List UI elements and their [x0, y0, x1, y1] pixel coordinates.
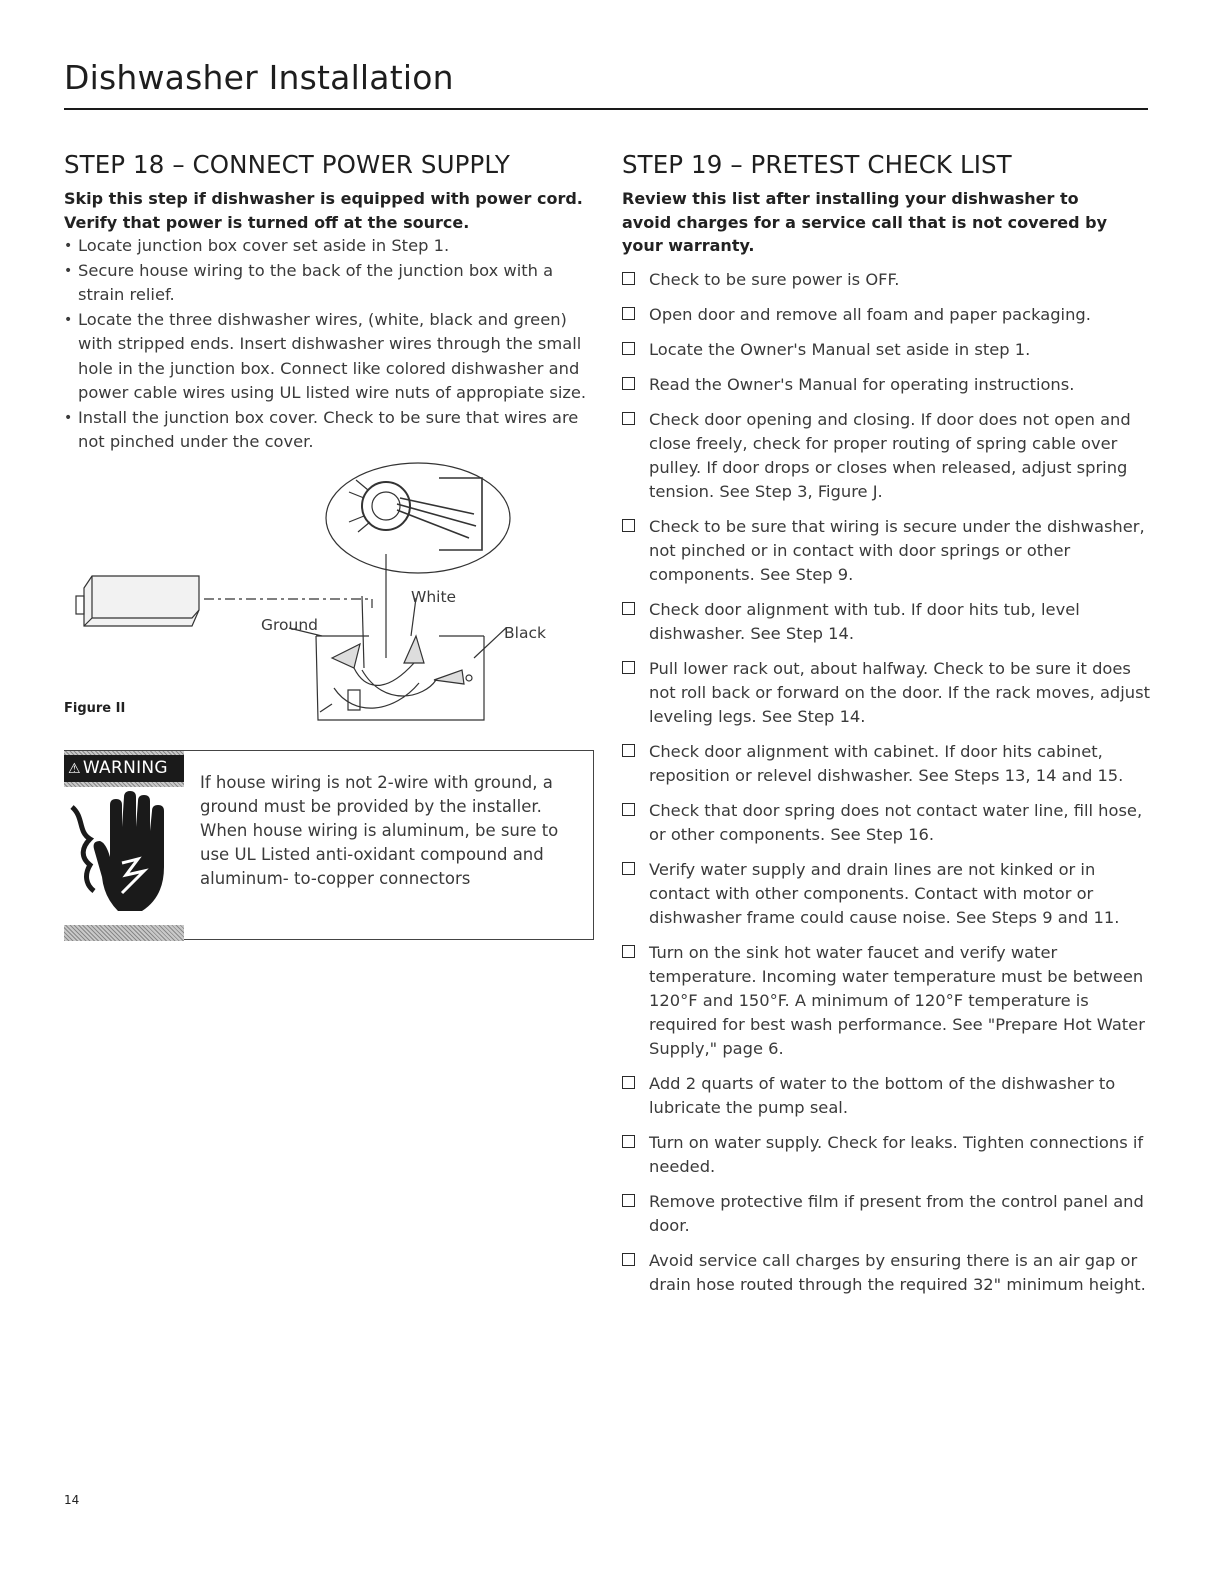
check-item-text: Add 2 quarts of water to the bottom of the dishwasher to lubricate the pump seal.	[649, 1073, 1116, 1117]
step-18-heading: STEP 18 – CONNECT POWER SUPPLY	[64, 150, 510, 179]
checkbox-icon[interactable]	[622, 272, 635, 285]
shock-hand-illustration	[64, 787, 184, 925]
bullet-text: Secure house wiring to the back of the junction box with a strain relief.	[78, 260, 554, 304]
step-18-intro-line: Skip this step if dishwasher is equipped with power cord.	[64, 189, 583, 208]
check-item-text: Check door alignment with tub. If door hits tub, level dishwasher. See Step 14.	[649, 599, 1080, 643]
bullet-dot-icon: •	[64, 409, 73, 426]
warning-label	[64, 755, 184, 782]
step-19-heading: STEP 19 – PRETEST CHECK LIST	[622, 150, 1012, 179]
check-item-text: Remove protective film if present from the control panel and door.	[649, 1191, 1144, 1235]
step-19-intro	[622, 187, 1152, 258]
check-list-item	[622, 1190, 1152, 1238]
warning-box	[64, 750, 594, 940]
bullet-item	[64, 308, 589, 406]
page-number: 14	[64, 1493, 80, 1507]
bullet-text: Install the junction box cover. Check to be sure that wires are not pinched under the cover.	[78, 407, 579, 451]
bullet-dot-icon: •	[64, 311, 73, 328]
page-title: Dishwasher Installation	[64, 58, 454, 97]
checkbox-icon[interactable]	[622, 307, 635, 320]
check-list-item	[622, 408, 1152, 504]
check-list-item	[622, 338, 1152, 362]
check-item-text: Pull lower rack out, about halfway. Check to be sure it does not roll back or forward on the door. If the rack moves, adjust leveling legs. See Step 14.	[649, 658, 1150, 726]
checkbox-icon[interactable]	[622, 803, 635, 816]
label-black: Black	[504, 624, 546, 642]
checkbox-icon[interactable]	[622, 945, 635, 958]
bullet-item	[64, 234, 589, 259]
label-ground: Ground	[261, 616, 319, 634]
pretest-check-list	[622, 268, 1152, 1297]
check-item-text: Check door alignment with cabinet. If door hits cabinet, reposition or relevel dishwasher. See Steps 13, 14 and 15.	[649, 741, 1124, 785]
check-list-item	[622, 1249, 1152, 1297]
checkbox-icon[interactable]	[622, 377, 635, 390]
check-list-item	[622, 515, 1152, 587]
step-18-section	[64, 150, 589, 455]
step-19-intro-line: Review this list after installing your dishwasher to	[622, 189, 1079, 208]
electrical-shock-hand-icon	[64, 787, 184, 925]
check-list-item	[622, 1131, 1152, 1179]
check-item-text: Turn on water supply. Check for leaks. Tighten connections if needed.	[649, 1132, 1144, 1176]
checkbox-icon[interactable]	[622, 342, 635, 355]
label-white: White	[411, 588, 457, 606]
bullet-dot-icon: •	[64, 238, 73, 254]
checkbox-icon[interactable]	[622, 1253, 635, 1266]
checkbox-icon[interactable]	[622, 519, 635, 532]
check-item-text: Locate the Owner's Manual set aside in step 1.	[649, 339, 1031, 359]
warning-badge	[64, 751, 184, 941]
check-item-text: Turn on the sink hot water faucet and verify water temperature. Incoming water temperature must be between 120°F and 150°F. A minimum of 120°F temperature is required for best wash performance. See "Prepare Hot Water Supply," page 6.	[649, 942, 1145, 1058]
check-list-item	[622, 799, 1152, 847]
check-list-item	[622, 303, 1152, 327]
checkbox-icon[interactable]	[622, 862, 635, 875]
check-item-text: Check to be sure power is OFF.	[649, 269, 900, 289]
step-18-intro-line: Verify that power is turned off at the source.	[64, 212, 470, 232]
checkbox-icon[interactable]	[622, 1194, 635, 1207]
bullet-text: Locate the three dishwasher wires, (white, black and green) with stripped ends. Insert dishwasher wires through the small hole in the junction box. Connect like colored dishwasher and power cable wires using UL listed wire nuts of appropiate size.	[78, 309, 587, 402]
step-19-section	[622, 150, 1152, 1308]
check-list-item	[622, 740, 1152, 788]
check-list-item	[622, 598, 1152, 646]
check-item-text: Read the Owner's Manual for operating instructions.	[649, 374, 1075, 394]
step-18-bullet-list	[64, 234, 589, 455]
check-list-item	[622, 1072, 1152, 1120]
warning-triangle-icon: ⚠	[68, 761, 81, 777]
checkbox-icon[interactable]	[622, 602, 635, 615]
step-19-intro-line: avoid charges for a service call that is not covered by your warranty.	[622, 212, 1108, 255]
check-list-item	[622, 858, 1152, 930]
check-item-text: Check door opening and closing. If door does not open and close freely, check for proper routing of spring cable over pulley. If door drops or closes when released, adjust spring tension. See Step 3, Figure J.	[649, 409, 1131, 501]
junction-box-wiring-illustration	[64, 458, 584, 733]
check-list-item	[622, 268, 1152, 292]
title-divider	[64, 108, 1148, 110]
check-list-item	[622, 657, 1152, 729]
bullet-item	[64, 259, 589, 308]
step-18-intro	[64, 187, 589, 234]
checkbox-icon[interactable]	[622, 744, 635, 757]
checkbox-icon[interactable]	[622, 1076, 635, 1089]
bullet-text: Locate junction box cover set aside in Step 1.	[78, 236, 450, 255]
check-item-text: Open door and remove all foam and paper packaging.	[649, 304, 1091, 324]
bullet-dot-icon: •	[64, 262, 73, 279]
bullet-item	[64, 406, 589, 455]
checkbox-icon[interactable]	[622, 1135, 635, 1148]
checkbox-icon[interactable]	[622, 661, 635, 674]
check-list-item	[622, 941, 1152, 1061]
check-list-item	[622, 373, 1152, 397]
check-item-text: Check to be sure that wiring is secure under the dishwasher, not pinched or in contact with door springs or other components. See Step 9.	[649, 516, 1145, 584]
warning-label-text: WARNING	[82, 758, 168, 778]
check-item-text: Check that door spring does not contact water line, fill hose, or other components. See Step 16.	[649, 800, 1143, 844]
warning-text: If house wiring is not 2-wire with ground, a ground must be provided by the installer. When house wiring is aluminum, be sure to use UL Listed anti-oxidant compound and aluminum- to-copper connectors	[200, 773, 559, 888]
figure-caption: Figure II	[64, 701, 126, 716]
checkbox-icon[interactable]	[622, 412, 635, 425]
check-item-text: Avoid service call charges by ensuring there is an air gap or drain hose routed through the required 32" minimum height.	[649, 1250, 1146, 1294]
figure-ii	[64, 458, 584, 733]
check-item-text: Verify water supply and drain lines are not kinked or in contact with other components. Contact with motor or dishwasher frame could cause noise. See Steps 9 and 11.	[649, 859, 1120, 927]
